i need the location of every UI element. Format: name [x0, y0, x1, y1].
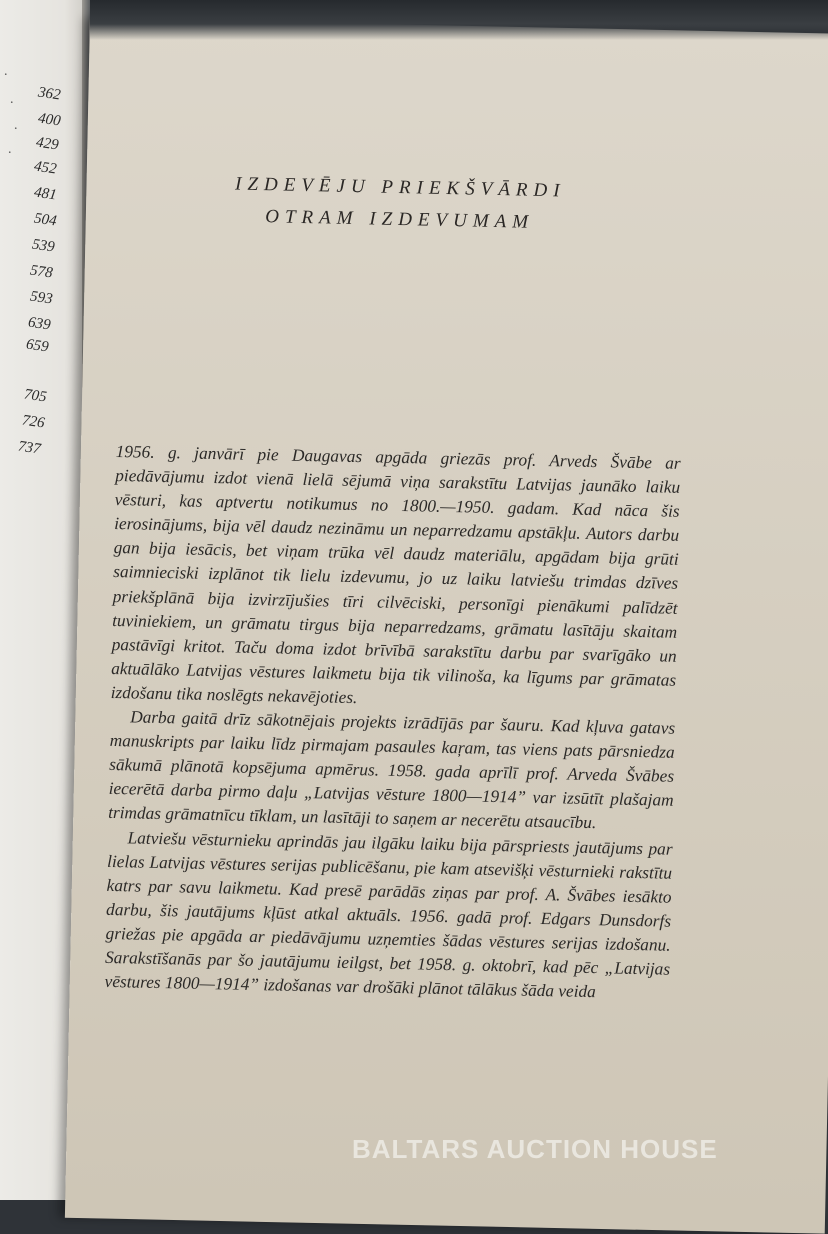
chapter-heading [209, 168, 590, 240]
toc-page-number: 737 [17, 438, 42, 458]
chapter-heading-line-2: OTRAM IZDEVUMAM [265, 206, 535, 233]
chapter-heading-line-1: IZDEVĒJU PRIEKŠVĀRDI [234, 173, 566, 202]
toc-leader-dot: . [10, 92, 14, 107]
toc-leader-dot: . [8, 142, 12, 157]
toc-page-number: 400 [37, 110, 62, 130]
toc-page-number: 639 [27, 314, 52, 334]
toc-page-number: 539 [31, 236, 56, 256]
paragraph: 1956. g. janvārī pie Daugavas apgāda griezās prof. Arveds Švābe ar piedāvājumu izdot vienā lielā sējumā viņa sarakstītu Latvijas jaunāko laiku vēsturi, kas aptvertu notikumus no 1800.—1950. gadam. Kad nāca šis ierosinājums, bija vēl daudz nezināmu un neparredzamu apstākļu. Autors darbu gan bija iesācis, bet viņam trūka vēl daudz materiālu, apgādam bija grūti saimnieciski izplānot tik lielu izdevumu, jo uz laiku latviešu trimdas dzīves priekšplānā bija izvirzījušies tīri cilvēciski, personīgi pienākumi palīdzēt tuviniekiem, un grāmatu tirgus bija neparredzams, grāmatu lasītāju skaitam pastāvīgi kritot. Taču doma izdot brīvībā sarakstītu darbu par svarīgāko un aktuālāko Latvijas vēstures laikmetu bija tik vilinoša, ka līgums par grāmatas izdošanu tika noslēgts nekavējoties. [110, 441, 681, 708]
watermark: BALTARS AUCTION HOUSE [352, 1134, 718, 1164]
toc-page-number: 578 [29, 262, 54, 282]
toc-page-number: 481 [33, 184, 58, 204]
toc-leader-dot: . [4, 64, 8, 79]
toc-page-number: 452 [33, 158, 58, 178]
toc-page-number: 593 [29, 288, 54, 308]
toc-page-number: 504 [33, 210, 58, 230]
toc-leader-dot: . [14, 118, 18, 133]
toc-page-number: 659 [25, 336, 50, 356]
paragraph: Darba gaitā drīz sākotnējais projekts izrādījās par šauru. Kad kļuva gatavs manuskripts par laiku līdz pirmajam pasaules kaŗam, tas viens pats pārsniedza sākumā plānotā kopsējuma apmērus. 1958. gada aprīlī prof. Arveda Švābes iecerētā darba pirmo daļu „Latvijas vēsture 1800—1914” var izsūtīt plašajam trimdas grāmatnīcu tīklam, un lasītāji to saņem ar necerētu atsaucību. [107, 707, 676, 833]
page-top-shadow [90, 0, 828, 40]
toc-page-number: 726 [21, 412, 46, 432]
toc-page-number: 362 [37, 84, 62, 104]
body-text [104, 440, 680, 1006]
paragraph: Latviešu vēsturnieku aprindās jau ilgāku laiku bija pārspriests jautājums par lielas Latvijas vēstures serijas publicēšanu, pie kam atsevišķi vēsturnieki rakstītu katrs par savu laikmetu. Kad presē parādās ziņas par prof. A. Švābes iesākto darbu, šis jautājums kļūst atkal aktuāls. 1956. gadā prof. Edgars Dunsdorfs griežas pie apgāda ar piedāvājumu uzņemties šādas vēstures serijas izdošanu. Sarakstīšanās par šo jautājumu ieilgst, bet 1958. g. oktobrī, kad pēc „Latvijas vēstures 1800—1914” izdošanas var drošāki plānot tālākus šāda veida [104, 827, 673, 1002]
toc-page-number: 429 [35, 134, 60, 154]
toc-page-number: 705 [23, 386, 48, 406]
